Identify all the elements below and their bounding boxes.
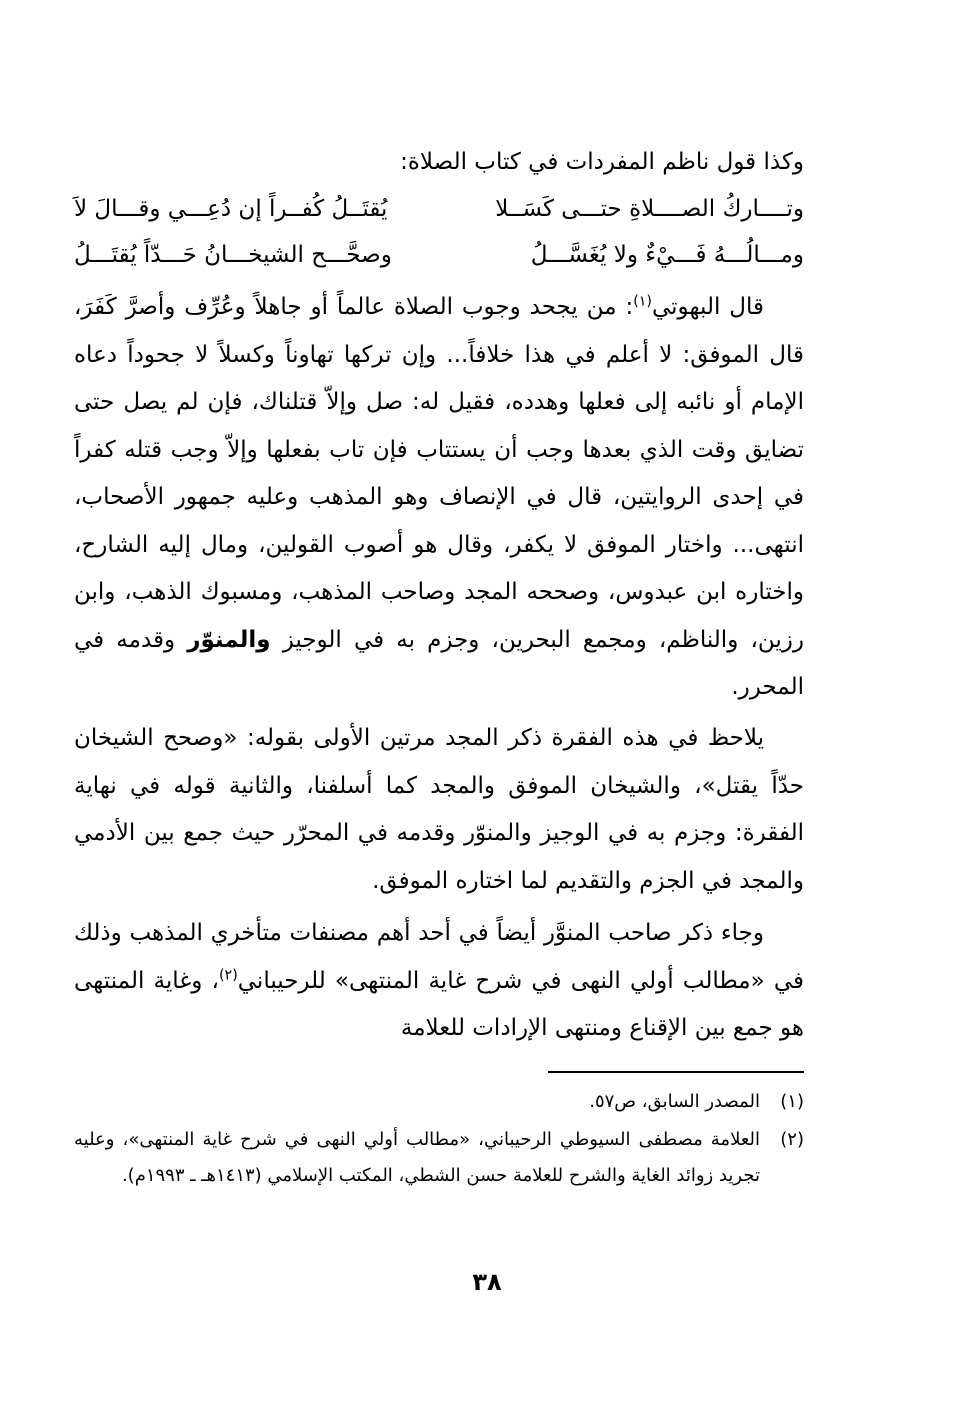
footnote-divider — [548, 1071, 804, 1073]
verse-line-1 — [74, 187, 804, 231]
intro-line: وكذا قول ناظم المفردات في كتاب الصلاة: — [400, 149, 804, 175]
footnote-2 — [74, 1122, 804, 1194]
paragraph-1-body: : من يجحد وجوب الصلاة عالماً أو جاهلاً وعُرِّف وأصرَّ كَفَرَ، قال الموفق: لا أعلم في هذا خلافاً... وإن تركها تهاوناً وكسلاً لا جحوداً دعاه الإمام أو نائبه إلى فعلها وهدده، فقيل له: صل وإلاّ قتلناك، فإن لم يصل حتى تضايق وقت الذي بعدها وجب أن يستتاب فإن تاب بفعلها وإلاّ وجب قتله كفراً في إحدى الروايتين، قال في الإنصاف وهو المذهب وعليه جمهور الأصحاب، انتهى... واختار الموفق لا يكفر، وقال هو أصوب القولين، ومال إليه الشارح، واختاره ابن عبدوس، وصححه المجد وصاحب المذهب، ومسبوك الذهب، وابن رزين، والناظم، ومجمع البحرين، وجزم به في الوجيز — [74, 294, 804, 653]
paragraph-2-body: يلاحظ في هذه الفقرة ذكر المجد مرتين الأولى بقوله: «وصحح الشيخان حدّاً يقتل»، والشيخان الموفق والمجد كما أسلفنا، والثانية قوله في نهاية الفقرة: وجزم به في الوجيز والمنوّر وقدمه في المحرّر حيث جمع بين الأدمي والمجد في الجزم والتقديم لما اختاره الموفق. — [74, 725, 804, 894]
paragraph-3-end: ، وغاية المنتهى هو جمع بين الإقناع ومنتهى الإرادات للعلامة — [74, 967, 804, 1041]
paragraph-1-start: قال البهوتي — [651, 294, 764, 320]
paragraph-observation — [74, 715, 804, 905]
paragraph-1-end: وقدمه في المحرر. — [74, 626, 804, 700]
verse-2-second-hemistich: وصحَّـــح الشيخـــانُ حَـــدّاً يُقتَـــلُ — [74, 242, 392, 268]
footnote-1 — [74, 1084, 804, 1120]
verse-1-second-hemistich: يُقتَــلُ كُفــراً إن دُعِـــي وقـــالَ لاَ — [74, 196, 388, 222]
footnote-text: المصدر السابق، ص٥٧. — [589, 1091, 760, 1112]
footnote-number: (٢) — [780, 1129, 804, 1150]
footnote-text: العلامة مصطفى السيوطي الرحيباني، «مطالب أولي النهى في شرح غاية المنتهى»، وعليه تجريد زوائد الغاية والشرح للعلامة حسن الشطي، المكتب الإسلامي (١٤١٣هـ ـ ١٩٩٣م). — [74, 1129, 760, 1186]
paragraph-3-start: وجاء ذكر صاحب المنوَّر أيضاً في أحد أهم مصنفات متأخري المذهب وذلك في «مطالب أولي النهى في شرح غاية المنتهى» للرحيباني — [74, 920, 804, 994]
footnote-number: (١) — [780, 1091, 804, 1112]
paragraph-1-bold-term: والمنوّر — [187, 626, 271, 653]
paragraph-buhuti-quote — [74, 284, 804, 712]
footnote-ref-1[interactable]: (١) — [633, 293, 652, 310]
page-number: ٣٨ — [472, 1268, 502, 1296]
verse-line-2 — [74, 233, 804, 277]
footnotes-section — [74, 1084, 804, 1196]
verse-2-first-hemistich: ومـــالُـــهُ فَـــيْءٌ ولا يُغَسَّـــلُ — [530, 242, 804, 268]
verse-1-first-hemistich: وتــــاركُ الصــــلاةِ حتـــى كَسَــلا — [495, 196, 804, 222]
paragraph-munawwar-mention — [74, 910, 804, 1053]
footnote-ref-2[interactable]: (٢) — [218, 966, 238, 983]
